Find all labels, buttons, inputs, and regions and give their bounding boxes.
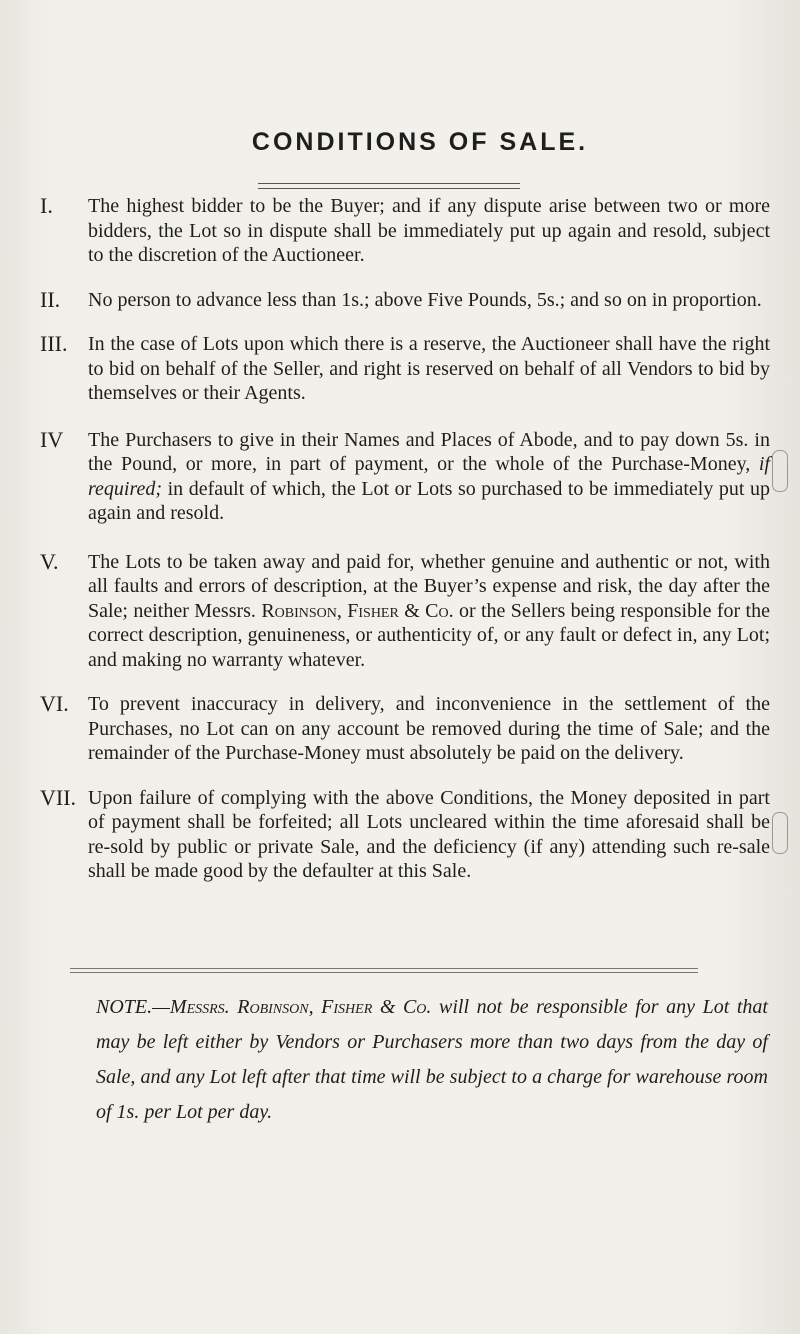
note-paragraph (96, 990, 768, 1130)
condition-text: In the case of Lots upon which there is a reserve, the Auctioneer shall have the right to bid on behalf of the Seller, and right is reserved on behalf of all Vendors to bid by themselves or their Agents. (88, 333, 770, 404)
section-divider (70, 968, 698, 973)
condition-numeral: IV (40, 426, 64, 452)
condition-text: The Lots to be taken away and paid for, whether genuine and authentic or not, with all faults and errors of description, at the Buyer’s expense and risk, the day after the Sale; neither Messrs. Robinson, Fisher & Co. or the Sellers being responsible for the correct description, genuineness, or authenticity of, or any fault or defect in, any Lot; and making no warranty whatever. (88, 550, 770, 671)
condition-7 (40, 786, 770, 884)
note-firm-name: Messrs. Robinson, Fisher & Co. (169, 996, 432, 1018)
condition-1 (40, 194, 770, 268)
condition-4 (40, 428, 770, 526)
condition-numeral: VII. (40, 784, 77, 810)
condition-text: To prevent inaccuracy in delivery, and inconvenience in the settlement of the Purchases, no Lot can on any account be removed during the time of Sale; and the remainder of the Purchase-Money must absolutely be paid on the delivery. (88, 693, 770, 764)
condition-3 (40, 332, 770, 406)
firm-name: Robinson, Fisher & Co. (261, 599, 454, 622)
title-divider (258, 183, 520, 189)
note-text: will not be responsible for any Lot that may be left either by Vendors or Purchasers more than two days from the day of Sale, and any Lot left after that time will be subject to a charge for warehouse room of 1s. per Lot per day. (96, 996, 768, 1123)
condition-text: The Purchasers to give in their Names and Places of Abode, and to pay down 5s. in the Pound, or more, in part of payment, or the whole of the Purchase-Money, if required; in default of which, the Lot or Lots so purchased to be immediately put up again and resold. (88, 428, 770, 524)
note-label: NOTE.— (96, 996, 170, 1018)
condition-numeral: II. (40, 286, 61, 312)
page-title: CONDITIONS OF SALE. (251, 128, 589, 156)
margin-bracket-mark (772, 812, 788, 854)
condition-text: Upon failure of complying with the above Conditions, the Money deposited in part of payment shall be forfeited; all Lots uncleared within the time aforesaid shall be re-sold by public or private Sale, and the deficiency (if any) attending such re-sale shall be made good by the defaulter at this Sale. (88, 786, 770, 882)
condition-5 (40, 550, 770, 673)
condition-numeral: V. (40, 548, 59, 574)
condition-numeral: I. (40, 193, 53, 218)
condition-6 (40, 692, 770, 766)
condition-numeral: VI. (40, 691, 69, 716)
conditions-list (40, 194, 770, 884)
condition-numeral: III. (40, 331, 68, 356)
condition-2 (40, 288, 770, 313)
condition-text: No person to advance less than 1s.; above Five Pounds, 5s.; and so on in proportion. (88, 288, 762, 311)
margin-bracket-mark (772, 450, 788, 492)
condition-text: The highest bidder to be the Buyer; and if any dispute arise between two or more bidders, the Lot so in dispute shall be immediately put up again and resold, subject to the discretion of the Auctioneer. (88, 195, 770, 266)
condition-emphasis: if required; (88, 453, 770, 500)
